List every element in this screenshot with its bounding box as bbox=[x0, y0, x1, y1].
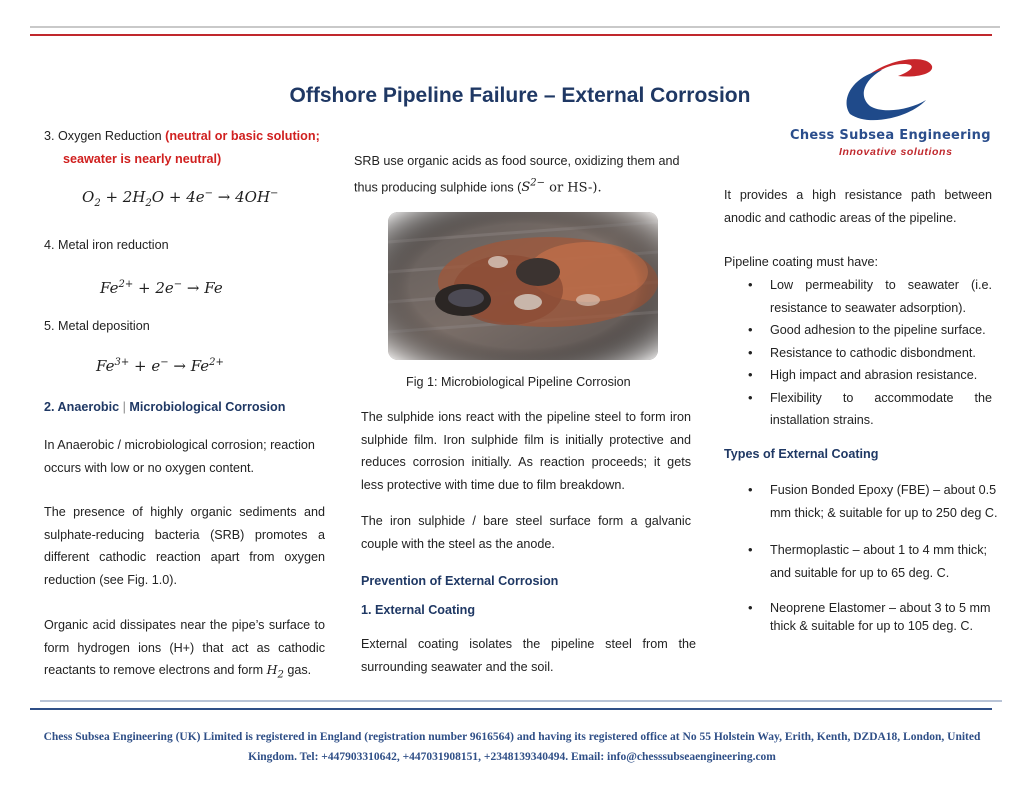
equation-metal-deposition: $Fe^{3+} + e^- \to Fe^{2+}$ bbox=[96, 357, 224, 375]
list-item: • Resistance to cathodic disbondment. bbox=[724, 342, 992, 365]
sulphide-formula: $S^{2-}$ bbox=[521, 177, 545, 195]
item3-label: 3. Oxygen Reduction bbox=[44, 129, 166, 143]
high-resistance-paragraph: It provides a high resistance path between anodic and cathodic areas of the pipeline. bbox=[724, 188, 992, 225]
external-coating-paragraph: External coating isolates the pipeline steel from the surrounding seawater and the soil. bbox=[361, 637, 696, 674]
galvanic-couple-paragraph: The iron sulphide / bare steel surface form a galvanic couple with the steel as the anode. bbox=[361, 514, 691, 551]
section2-sep: | bbox=[119, 400, 130, 414]
equation-iron-reduction: $Fe^{2+} + 2e^- \to Fe$ bbox=[100, 279, 223, 297]
footer-rule-light bbox=[40, 700, 1002, 702]
list-item: • Thermoplastic – about 1 to 4 mm thick; and suitable for up to 65 deg. C. bbox=[724, 539, 998, 584]
oxygen-reduction-item bbox=[44, 125, 334, 170]
list-item: • Low permeability to seawater (i.e. resistance to seawater adsorption). bbox=[724, 274, 992, 319]
organic-acid-paragraph bbox=[44, 614, 325, 687]
list-item: • Neoprene Elastomer – about 3 to 5 mm thick & suitable for up to 105 deg. C. bbox=[724, 599, 998, 635]
coating-types-list bbox=[724, 479, 998, 635]
metal-deposition-item: 5. Metal deposition bbox=[44, 319, 150, 333]
equation-oxygen-reduction: $O_2 + 2H_2O + 4e^- \to 4OH^-$ bbox=[82, 188, 279, 209]
anaerobic-paragraph: In Anaerobic / microbiological corrosion; reaction occurs with low or no oxygen content. bbox=[44, 438, 315, 475]
footer-line-1: Chess Subsea Engineering (UK) Limited is registered in England (registration number 9616564) and having its registered office at No 55 Holstein Way, Erith, Kenth, DZDA18, London, United bbox=[43, 731, 981, 743]
list-item: • High impact and abrasion resistance. bbox=[724, 364, 992, 387]
header-rule-gray bbox=[30, 26, 1000, 28]
srb-organic-acid-paragraph bbox=[354, 150, 686, 199]
corrosion-image-icon bbox=[388, 212, 658, 360]
logo-tagline: Innovative solutions bbox=[839, 146, 953, 158]
footer-rule-dark bbox=[30, 708, 992, 710]
header-rule-red bbox=[30, 34, 992, 36]
h2-formula: $H_2$ bbox=[266, 662, 284, 681]
section2-rest: Microbiological Corrosion bbox=[129, 400, 286, 414]
list-item: • Flexibility to accommodate the installation strains. bbox=[724, 387, 992, 432]
footer-registration bbox=[30, 727, 994, 767]
metal-iron-reduction-item: 4. Metal iron reduction bbox=[44, 238, 169, 252]
item3-red-a: (neutral or basic solution; bbox=[165, 129, 320, 143]
prevention-heading: Prevention of External Corrosion bbox=[361, 574, 559, 588]
coating-requirements-list bbox=[724, 274, 992, 432]
figure-caption: Fig 1: Microbiological Pipeline Corrosion bbox=[406, 375, 631, 389]
footer-line-2: Kingdom. Tel: +447903310642, +447031908151, +2348139340494. Email: info@chesssubseaengineering.com bbox=[248, 751, 776, 763]
sulphide-ions-paragraph: The sulphide ions react with the pipeline steel to form iron sulphide film. Iron sulphide film is initially protective and reduces corrosion initially. As reaction proceeds; it gets less protective with time due to film breakdown. bbox=[361, 410, 691, 492]
section-anaerobic-heading bbox=[44, 400, 285, 414]
page-title: Offshore Pipeline Failure – External Corrosion bbox=[289, 84, 751, 107]
srb-paragraph: The presence of highly organic sediments and sulphate-reducing bacteria (SRB) promotes a different cathodic reaction apart from oxygen reduction (see Fig. 1.0). bbox=[44, 505, 325, 587]
corrosion-photo bbox=[388, 212, 658, 360]
external-coating-heading: 1. External Coating bbox=[361, 603, 476, 617]
item3-red-b: seawater is nearly neutral) bbox=[63, 151, 222, 166]
coating-types-heading: Types of External Coating bbox=[724, 447, 879, 461]
company-logo bbox=[786, 56, 1000, 164]
srb-text: SRB use organic acids as food source, oxidizing them and thus producing sulphide ions ( bbox=[354, 154, 680, 194]
organic-acid-text: Organic acid dissipates near the pipe’s surface to form hydrogen ions (H+) that act as cathodic reactants to remove electrons and form bbox=[44, 618, 325, 677]
list-item: • Fusion Bonded Epoxy (FBE) – about 0.5 mm thick; & suitable for up to 250 deg C. bbox=[724, 479, 998, 524]
organic-acid-tail: gas. bbox=[283, 663, 312, 677]
logo-brand-name: Chess Subsea Engineering bbox=[790, 128, 991, 143]
list-item: • Good adhesion to the pipeline surface. bbox=[724, 319, 992, 342]
section2-num: 2. Anaerobic bbox=[44, 400, 120, 414]
swoosh-logo-icon bbox=[786, 56, 1000, 128]
coating-must-have-label: Pipeline coating must have: bbox=[724, 255, 879, 269]
srb-tail: or HS-). bbox=[544, 179, 602, 195]
